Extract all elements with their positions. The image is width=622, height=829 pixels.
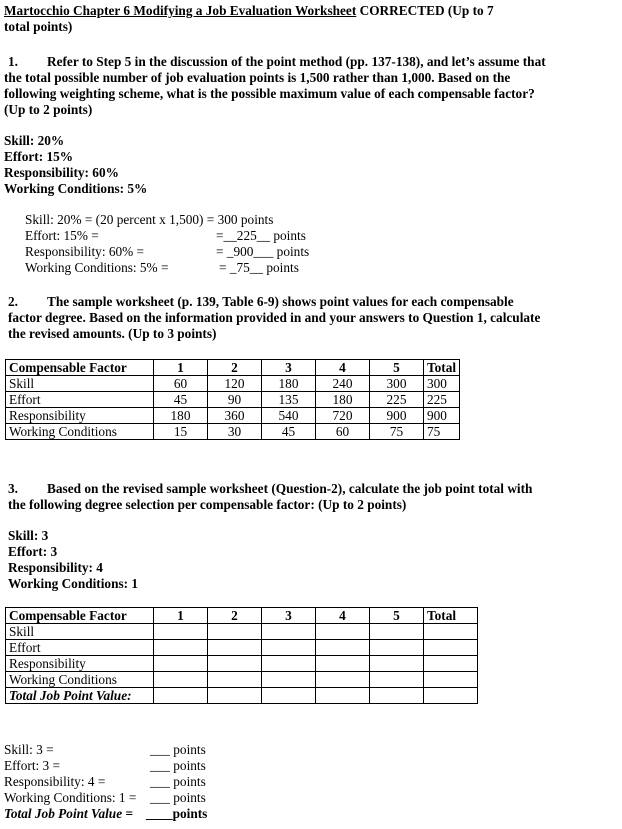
title-underlined: Martocchio Chapter 6 Modifying a Job Evaluation Worksheet bbox=[4, 3, 357, 18]
q1-answer-label: Skill: 20% = (20 percent x 1,500) = 300 points bbox=[25, 212, 274, 227]
q1-answer-blank: =__225__ points bbox=[216, 228, 306, 243]
blank-cell[interactable] bbox=[208, 624, 262, 640]
factor-cell: Skill bbox=[6, 624, 154, 640]
blank-cell[interactable] bbox=[262, 640, 316, 656]
table-row bbox=[6, 392, 460, 408]
table-row bbox=[6, 640, 478, 656]
blank-cell[interactable] bbox=[154, 688, 208, 704]
q2-text-line: The sample worksheet (p. 139, Table 6-9) shows point values for each compensable bbox=[47, 294, 514, 309]
header-cell: 5 bbox=[370, 608, 424, 624]
q2-number: 2. bbox=[8, 294, 18, 309]
table-total-row bbox=[6, 688, 478, 704]
blank-cell[interactable] bbox=[262, 688, 316, 704]
blank-cell[interactable] bbox=[208, 640, 262, 656]
total-cell: 75 bbox=[424, 424, 460, 440]
value-cell: 15 bbox=[154, 424, 208, 440]
q3-answer-blank[interactable]: ___ points bbox=[150, 790, 206, 805]
header-cell: Total bbox=[424, 608, 478, 624]
value-cell: 360 bbox=[208, 408, 262, 424]
q3-answer-label: Effort: 3 = bbox=[4, 758, 60, 773]
q1-weight: Effort: 15% bbox=[4, 149, 74, 164]
factor-cell: Working Conditions bbox=[6, 672, 154, 688]
factor-cell: Effort bbox=[6, 392, 154, 408]
blank-cell[interactable] bbox=[424, 624, 478, 640]
header-cell: 1 bbox=[154, 608, 208, 624]
value-cell: 135 bbox=[262, 392, 316, 408]
blank-cell[interactable] bbox=[208, 688, 262, 704]
blank-cell[interactable] bbox=[316, 688, 370, 704]
value-cell: 225 bbox=[370, 392, 424, 408]
q1-weight: Skill: 20% bbox=[4, 133, 65, 148]
table-row bbox=[6, 376, 460, 392]
blank-cell[interactable] bbox=[424, 640, 478, 656]
q1-answer-blank: = _900___ points bbox=[216, 244, 310, 259]
q1-answer-blank: = _75__ points bbox=[219, 260, 299, 275]
value-cell: 900 bbox=[370, 408, 424, 424]
value-cell: 75 bbox=[370, 424, 424, 440]
total-cell: 300 bbox=[424, 376, 460, 392]
header-cell: 1 bbox=[154, 360, 208, 376]
factor-cell: Responsibility bbox=[6, 656, 154, 672]
value-cell: 300 bbox=[370, 376, 424, 392]
factor-cell: Skill bbox=[6, 376, 154, 392]
blank-cell[interactable] bbox=[154, 672, 208, 688]
total-cell: 900 bbox=[424, 408, 460, 424]
header-cell: 4 bbox=[316, 360, 370, 376]
title-line-2: total points) bbox=[4, 19, 73, 34]
q2-worksheet-table bbox=[5, 359, 460, 440]
value-cell: 240 bbox=[316, 376, 370, 392]
header-cell: 4 bbox=[316, 608, 370, 624]
q3-answer-label: Working Conditions: 1 = bbox=[4, 790, 137, 805]
value-cell: 30 bbox=[208, 424, 262, 440]
value-cell: 720 bbox=[316, 408, 370, 424]
title-rest: CORRECTED (Up to 7 bbox=[356, 3, 494, 18]
value-cell: 180 bbox=[262, 376, 316, 392]
q1-answer-label: Responsibility: 60% = bbox=[25, 244, 145, 259]
blank-cell[interactable] bbox=[316, 656, 370, 672]
table-header-row bbox=[6, 360, 460, 376]
q1-weight: Responsibility: 60% bbox=[4, 165, 119, 180]
header-cell: 5 bbox=[370, 360, 424, 376]
q1-answer-label: Effort: 15% = bbox=[25, 228, 99, 243]
blank-cell[interactable] bbox=[208, 656, 262, 672]
value-cell: 540 bbox=[262, 408, 316, 424]
header-cell: Compensable Factor bbox=[6, 360, 154, 376]
q1-number: 1. bbox=[8, 54, 18, 69]
q3-total-blank[interactable]: ____points bbox=[146, 806, 208, 821]
value-cell: 60 bbox=[154, 376, 208, 392]
q1-text-line: the total possible number of job evaluation points is 1,500 rather than 1,000. Based on the bbox=[4, 70, 511, 85]
table-header-row bbox=[6, 608, 478, 624]
blank-cell[interactable] bbox=[370, 656, 424, 672]
q1-answer-label: Working Conditions: 5% = bbox=[25, 260, 169, 275]
blank-cell[interactable] bbox=[370, 624, 424, 640]
q1-weight: Working Conditions: 5% bbox=[4, 181, 148, 196]
table-row bbox=[6, 672, 478, 688]
factor-cell: Working Conditions bbox=[6, 424, 154, 440]
value-cell: 180 bbox=[316, 392, 370, 408]
q3-total-label: Total Job Point Value = bbox=[4, 806, 133, 821]
q3-text-line: the following degree selection per compensable factor: (Up to 2 points) bbox=[8, 497, 407, 512]
header-cell: 2 bbox=[208, 608, 262, 624]
table-row bbox=[6, 424, 460, 440]
blank-cell[interactable] bbox=[424, 688, 478, 704]
q3-selection: Working Conditions: 1 bbox=[8, 576, 139, 591]
factor-cell: Effort bbox=[6, 640, 154, 656]
q3-answer-blank[interactable]: ___ points bbox=[150, 758, 206, 773]
blank-cell[interactable] bbox=[316, 624, 370, 640]
q3-text-line: Based on the revised sample worksheet (Question-2), calculate the job point total with bbox=[47, 481, 533, 496]
value-cell: 120 bbox=[208, 376, 262, 392]
blank-cell[interactable] bbox=[424, 672, 478, 688]
table-row bbox=[6, 408, 460, 424]
value-cell: 180 bbox=[154, 408, 208, 424]
blank-cell[interactable] bbox=[262, 656, 316, 672]
blank-cell[interactable] bbox=[370, 640, 424, 656]
header-cell: 3 bbox=[262, 360, 316, 376]
q3-answer-blank[interactable]: ___ points bbox=[150, 742, 206, 757]
document-title bbox=[4, 3, 494, 19]
q1-text-line: (Up to 2 points) bbox=[4, 102, 93, 117]
blank-cell[interactable] bbox=[370, 688, 424, 704]
table-row bbox=[6, 624, 478, 640]
q3-answer-blank[interactable]: ___ points bbox=[150, 774, 206, 789]
blank-cell[interactable] bbox=[262, 624, 316, 640]
header-cell: Compensable Factor bbox=[6, 608, 154, 624]
value-cell: 45 bbox=[262, 424, 316, 440]
q1-text-line: following weighting scheme, what is the possible maximum value of each compensable factor? bbox=[4, 86, 535, 101]
total-row-label: Total Job Point Value: bbox=[6, 688, 154, 704]
blank-cell[interactable] bbox=[154, 656, 208, 672]
header-cell: 2 bbox=[208, 360, 262, 376]
q3-selection: Effort: 3 bbox=[8, 544, 58, 559]
q3-selection: Skill: 3 bbox=[8, 528, 49, 543]
blank-cell[interactable] bbox=[316, 640, 370, 656]
blank-cell[interactable] bbox=[208, 672, 262, 688]
blank-cell[interactable] bbox=[370, 672, 424, 688]
q2-text-line: factor degree. Based on the information provided in and your answers to Question 1, calculate bbox=[8, 310, 541, 325]
blank-cell[interactable] bbox=[154, 624, 208, 640]
total-cell: 225 bbox=[424, 392, 460, 408]
value-cell: 60 bbox=[316, 424, 370, 440]
q1-text-line: Refer to Step 5 in the discussion of the point method (pp. 137-138), and let’s assume that bbox=[47, 54, 546, 69]
blank-cell[interactable] bbox=[316, 672, 370, 688]
q3-number: 3. bbox=[8, 481, 18, 496]
q3-worksheet-table bbox=[5, 607, 478, 704]
blank-cell[interactable] bbox=[262, 672, 316, 688]
blank-cell[interactable] bbox=[154, 640, 208, 656]
value-cell: 45 bbox=[154, 392, 208, 408]
header-cell: Total bbox=[424, 360, 460, 376]
q3-answer-label: Skill: 3 = bbox=[4, 742, 54, 757]
blank-cell[interactable] bbox=[424, 656, 478, 672]
q3-answer-label: Responsibility: 4 = bbox=[4, 774, 106, 789]
q3-selection: Responsibility: 4 bbox=[8, 560, 103, 575]
value-cell: 90 bbox=[208, 392, 262, 408]
table-row bbox=[6, 656, 478, 672]
q2-text-line: the revised amounts. (Up to 3 points) bbox=[8, 326, 217, 341]
header-cell: 3 bbox=[262, 608, 316, 624]
factor-cell: Responsibility bbox=[6, 408, 154, 424]
